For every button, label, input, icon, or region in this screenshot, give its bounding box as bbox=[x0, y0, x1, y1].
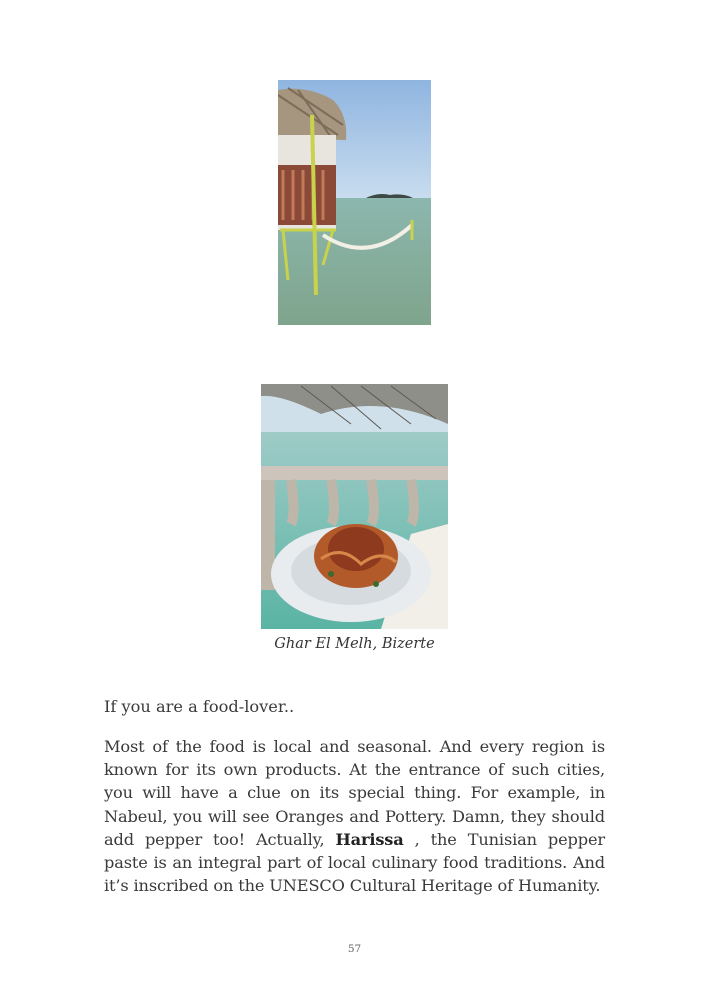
page-number: 57 bbox=[347, 943, 362, 955]
harissa-bold: Harissa bbox=[335, 829, 404, 849]
pasta-photo bbox=[261, 384, 448, 629]
paragraph-text-1: Most of the food is local and seasonal. And every region is known for its own products. At the entrance of such cities, you will have a clue on its special thing. For example, in Nabeul, you will see Oranges and Pottery. Damn, they should add pepper too! Actually, bbox=[104, 737, 605, 849]
image-caption: Ghar El Melh, Bizerte bbox=[274, 636, 435, 652]
hammock-photo bbox=[278, 80, 431, 325]
paragraph-text-2: , the Tunisian pepper paste is an integral part of local culinary food traditions. And it’s inscribed on the UNESCO Cultural Heritage of Humanity. bbox=[104, 829, 606, 896]
body-paragraph bbox=[104, 735, 605, 897]
intro-line: If you are a food-lover.. bbox=[104, 697, 295, 716]
